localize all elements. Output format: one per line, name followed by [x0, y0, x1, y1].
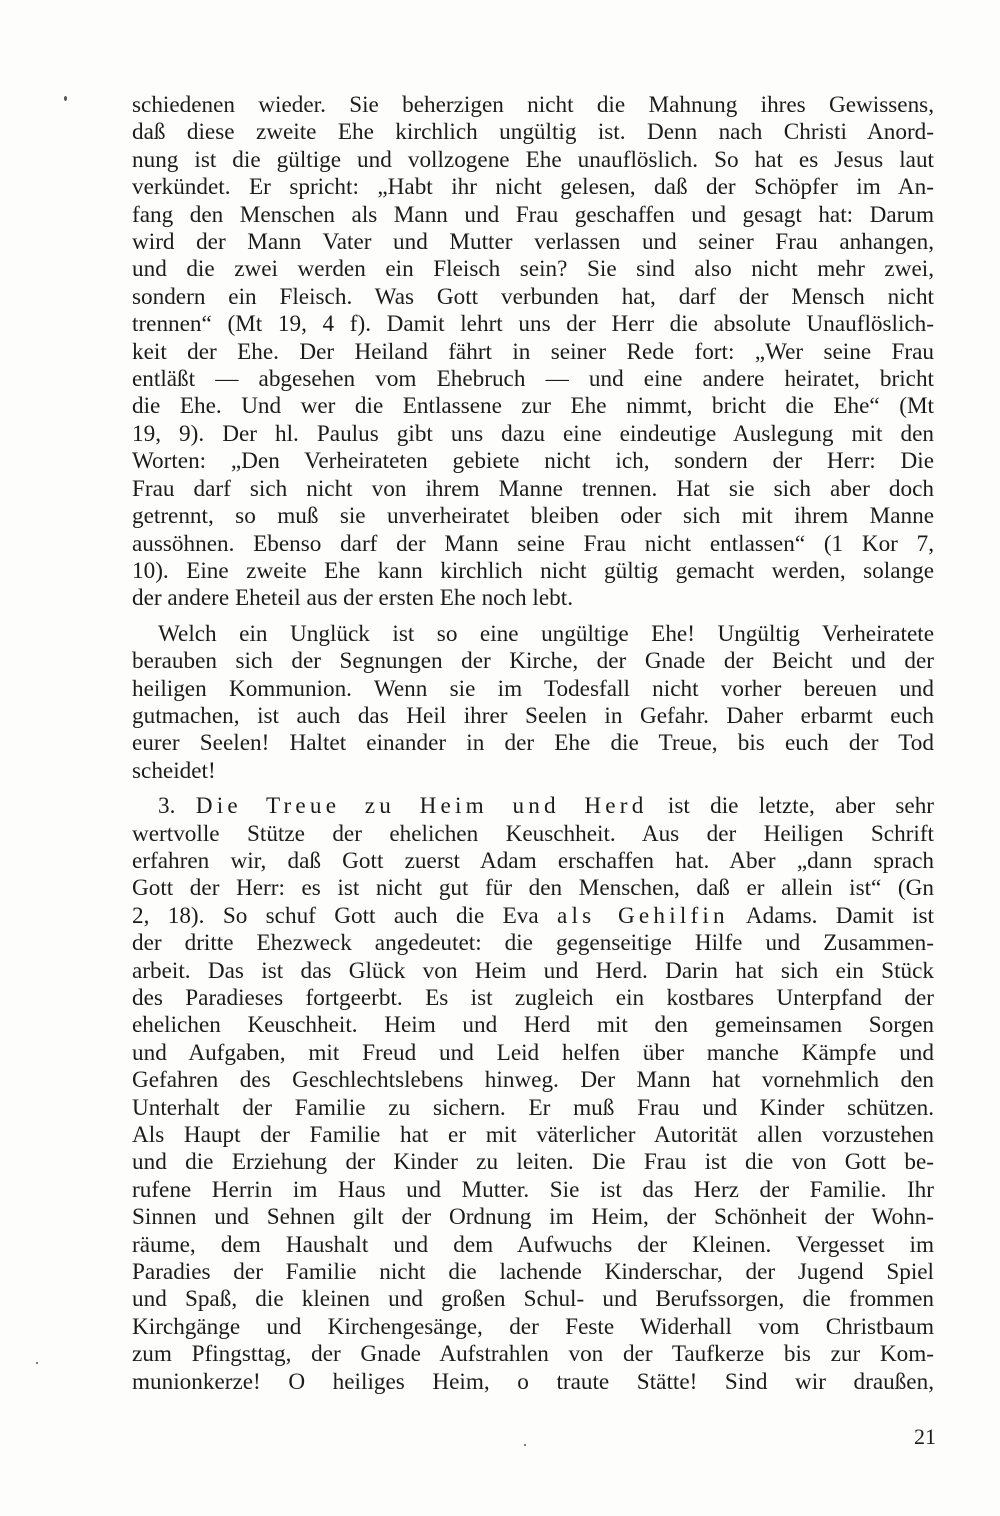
paragraph-gap	[132, 613, 934, 621]
p3rest-line: zum Pfingsttag, der Gnade Aufstrahlen von der Taufkerze bis zur Kom-	[132, 1341, 934, 1368]
p3rest-line: Unterhalt der Familie zu sichern. Er muß Frau und Kinder schützen.	[132, 1094, 934, 1121]
paragraph-3-line-4: Gott der Herr: es ist nicht gut für den Menschen, daß er allein ist“ (Gn	[132, 875, 934, 902]
p2-line: scheidet!	[132, 757, 216, 784]
p1-line: daß diese zweite Ehe kirchlich ungültig ist. Denn nach Christi Anord-	[132, 119, 934, 146]
p2-line: heiligen Kommunion. Wenn sie im Todesfall nicht vorher bereuen und	[132, 675, 934, 702]
p1-line: fang den Menschen als Mann und Frau geschaffen und gesagt hat: Darum	[132, 201, 934, 228]
line-text: Adams. Damit ist	[728, 902, 934, 929]
paragraph-3-line-3: erfahren wir, daß Gott zuerst Adam erschaffen hat. Aber „dann sprach	[132, 847, 934, 874]
paragraph-2	[132, 621, 934, 785]
paragraph-gap	[132, 785, 934, 793]
p3rest-line: und die Erziehung der Kinder zu leiten. Die Frau ist die von Gott be-	[132, 1149, 934, 1176]
p1-line: 10). Eine zweite Ehe kann kirchlich nicht gültig gemacht werden, solange	[132, 557, 934, 584]
p3rest-line: Kirchgänge und Kirchengesänge, der Feste Widerhall vom Christbaum	[132, 1313, 934, 1340]
p1-line: Worten: „Den Verheirateten gebiete nicht ich, sondern der Herr: Die	[132, 448, 934, 475]
body-text	[132, 92, 934, 1396]
p1-line: getrennt, so muß sie unverheiratet bleiben oder sich mit ihrem Manne	[132, 503, 934, 530]
page-number: 21	[914, 1424, 936, 1449]
scan-speck	[524, 1444, 526, 1446]
paragraph-3-rest	[132, 930, 934, 1396]
section-number: 3.	[158, 793, 196, 820]
paragraph-3-line-2: wertvolle Stütze der ehelichen Keuschheit. Aus der Heiligen Schrift	[132, 820, 934, 847]
p1-line: verkündet. Er spricht: „Habt ihr nicht gelesen, daß der Schöpfer im An-	[132, 174, 934, 201]
p3rest-line: arbeit. Das ist das Glück von Heim und Herd. Darin hat sich ein Stück	[132, 957, 934, 984]
p1-line: Frau darf sich nicht von ihrem Manne trennen. Hat sie sich aber doch	[132, 475, 934, 502]
p2-line: berauben sich der Segnungen der Kirche, der Gnade der Beicht und der	[132, 648, 934, 675]
section-heading-spaced: Die Treue zu Heim und Herd	[195, 793, 648, 820]
scan-speck	[64, 96, 67, 101]
paragraph-3-line-1	[132, 793, 934, 820]
p1-line: sondern ein Fleisch. Was Gott verbunden hat, darf der Mensch nicht	[132, 283, 934, 310]
p3rest-line: ehelichen Keuschheit. Heim und Herd mit den gemeinsamen Sorgen	[132, 1012, 934, 1039]
p2-line: gutmachen, ist auch das Heil ihrer Seelen in Gefahr. Daher erbarmt euch	[132, 702, 934, 729]
p1-line: aussöhnen. Ebenso darf der Mann seine Frau nicht entlassen“ (1 Kor 7,	[132, 530, 934, 557]
scan-speck	[36, 1362, 38, 1364]
line-text: ist die letzte, aber sehr	[647, 793, 935, 820]
p1-line: der andere Eheteil aus der ersten Ehe noch lebt.	[132, 585, 574, 612]
p3rest-line: Paradies der Familie nicht die lachende Kinderschar, der Jugend Spiel	[132, 1259, 934, 1286]
p2-line: eurer Seelen! Haltet einander in der Ehe die Treue, bis euch der Tod	[132, 730, 934, 757]
p3rest-line: Sinnen und Sehnen gilt der Ordnung im Heim, der Schönheit der Wohn-	[132, 1204, 934, 1231]
p3rest-line: der dritte Ehezweck angedeutet: die gegenseitige Hilfe und Zusammen-	[132, 930, 934, 957]
p1-line: die Ehe. Und wer die Entlassene zur Ehe nimmt, bricht die Ehe“ (Mt	[132, 393, 934, 420]
line-text: 2, 18). So schuf Gott auch die Eva	[132, 902, 558, 929]
p1-line: schiedenen wieder. Sie beherzigen nicht die Mahnung ihres Gewissens,	[132, 92, 934, 118]
p1-line: entläßt — abgesehen vom Ehebruch — und eine andere heiratet, bricht	[132, 366, 934, 393]
emphasis-spaced: als Gehilfin	[557, 902, 729, 929]
p3rest-line: räume, dem Haushalt und dem Aufwuchs der Kleinen. Vergesset im	[132, 1231, 934, 1258]
p3rest-line: rufene Herrin im Haus und Mutter. Sie ist das Herz der Familie. Ihr	[132, 1176, 934, 1203]
paragraph-3-line-5	[132, 903, 934, 930]
p3rest-line: Als Haupt der Familie hat er mit väterlicher Autorität allen vorzustehen	[132, 1122, 934, 1149]
p1-line: wird der Mann Vater und Mutter verlassen und seiner Frau anhangen,	[132, 229, 934, 256]
p3rest-line: Gefahren des Geschlechtslebens hinweg. Der Mann hat vornehmlich den	[132, 1067, 934, 1094]
p1-line: trennen“ (Mt 19, 4 f). Damit lehrt uns der Herr die absolute Unauflöslich-	[132, 311, 934, 338]
p2-line: Welch ein Unglück ist so eine ungültige Ehe! Ungültig Verheiratete	[158, 620, 934, 647]
p3rest-line: des Paradieses fortgeerbt. Es ist zugleich ein kostbares Unterpfand der	[132, 985, 934, 1011]
p1-line: 19, 9). Der hl. Paulus gibt uns dazu eine eindeutige Auslegung mit den	[132, 420, 934, 447]
paragraph-1	[132, 92, 934, 613]
paragraph-3	[132, 793, 934, 1396]
p1-line: keit der Ehe. Der Heiland fährt in seiner Rede fort: „Wer seine Frau	[132, 338, 934, 365]
p1-line: nung ist die gültige und vollzogene Ehe unauflöslich. So hat es Jesus laut	[132, 146, 934, 173]
p3rest-line: munionkerze! O heiliges Heim, o traute Stätte! Sind wir draußen,	[132, 1368, 934, 1395]
p3rest-line: und Spaß, die kleinen und großen Schul- und Berufssorgen, die frommen	[132, 1286, 934, 1313]
p3rest-line: und Aufgaben, mit Freud und Leid helfen über manche Kämpfe und	[132, 1039, 934, 1066]
p1-line: und die zwei werden ein Fleisch sein? Sie sind also nicht mehr zwei,	[132, 256, 934, 283]
